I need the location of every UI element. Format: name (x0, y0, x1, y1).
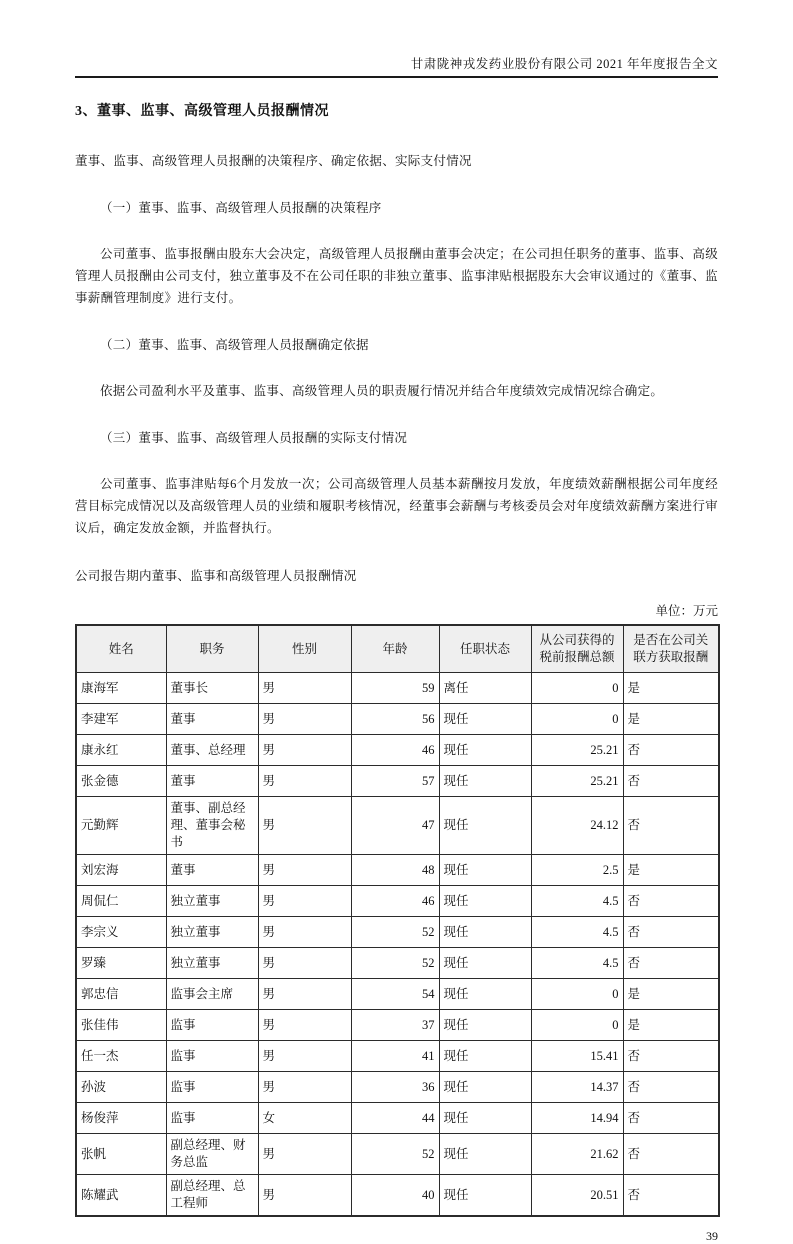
col-header-age: 年龄 (351, 625, 439, 673)
table-cell: 21.62 (531, 1134, 623, 1175)
table-cell: 现任 (439, 1010, 531, 1041)
table-cell: 监事 (166, 1041, 258, 1072)
table-cell: 否 (623, 886, 719, 917)
table-cell: 男 (258, 704, 351, 735)
table-cell: 副总经理、总工程师 (166, 1175, 258, 1217)
section-title: 3、董事、监事、高级管理人员报酬情况 (75, 104, 329, 119)
table-cell: 59 (351, 673, 439, 704)
table-cell: 独立董事 (166, 917, 258, 948)
table-cell: 是 (623, 979, 719, 1010)
table-cell: 男 (258, 1072, 351, 1103)
table-cell: 4.5 (531, 948, 623, 979)
page-number: 39 (706, 1229, 718, 1243)
table-row (76, 1072, 719, 1103)
table-cell: 2.5 (531, 855, 623, 886)
table-cell: 男 (258, 797, 351, 855)
table-cell: 董事长 (166, 673, 258, 704)
table-cell: 董事 (166, 704, 258, 735)
table-row (76, 1134, 719, 1175)
table-cell: 20.51 (531, 1175, 623, 1217)
table-row (76, 1103, 719, 1134)
table-row (76, 948, 719, 979)
table-cell: 0 (531, 1010, 623, 1041)
table-cell: 男 (258, 886, 351, 917)
table-cell: 0 (531, 673, 623, 704)
col-header-status: 任职状态 (439, 625, 531, 673)
unit-label: 单位：万元 (655, 604, 718, 618)
table-cell: 是 (623, 855, 719, 886)
table-header-row (76, 625, 719, 673)
table-cell: 现任 (439, 1103, 531, 1134)
table-cell: 14.37 (531, 1072, 623, 1103)
compensation-table (75, 624, 720, 1217)
table-cell: 46 (351, 886, 439, 917)
intro-line: 董事、监事、高级管理人员报酬的决策程序、确定依据、实际支付情况 (75, 154, 472, 168)
table-cell: 男 (258, 1175, 351, 1217)
table-cell: 任一杰 (76, 1041, 166, 1072)
table-cell: 15.41 (531, 1041, 623, 1072)
table-cell: 14.94 (531, 1103, 623, 1134)
table-cell: 现任 (439, 1041, 531, 1072)
table-cell: 离任 (439, 673, 531, 704)
table-row (76, 766, 719, 797)
table-row (76, 673, 719, 704)
table-cell: 41 (351, 1041, 439, 1072)
col-header-related-party: 是否在公司关联方获取报酬 (623, 625, 719, 673)
table-cell: 47 (351, 797, 439, 855)
table-cell: 是 (623, 1010, 719, 1041)
table-cell: 董事 (166, 766, 258, 797)
table-cell: 男 (258, 1134, 351, 1175)
table-cell: 现任 (439, 948, 531, 979)
table-cell: 否 (623, 797, 719, 855)
table-cell: 否 (623, 917, 719, 948)
table-cell: 康海军 (76, 673, 166, 704)
table-cell: 现任 (439, 797, 531, 855)
table-cell: 否 (623, 1072, 719, 1103)
table-row (76, 1010, 719, 1041)
table-cell: 4.5 (531, 917, 623, 948)
paragraph-actual-payment: 公司董事、监事津贴每6个月发放一次；公司高级管理人员基本薪酬按月发放，年度绩效薪酬根据公司年度经营目标完成情况以及高级管理人员的业绩和履职考核情况，经董事会薪酬与考核委员会对年度绩效薪酬方案进行审议后，确定发放金额，并监督执行。 (75, 477, 718, 535)
table-cell: 董事、总经理 (166, 735, 258, 766)
col-header-gender: 性别 (258, 625, 351, 673)
table-row (76, 797, 719, 855)
table-cell: 监事 (166, 1010, 258, 1041)
table-cell: 现任 (439, 917, 531, 948)
table-cell: 4.5 (531, 886, 623, 917)
table-row (76, 1175, 719, 1217)
table-caption: 公司报告期内董事、监事和高级管理人员报酬情况 (75, 569, 357, 583)
table-cell: 杨俊萍 (76, 1103, 166, 1134)
table-cell: 57 (351, 766, 439, 797)
table-cell: 罗臻 (76, 948, 166, 979)
table-cell: 否 (623, 735, 719, 766)
table-cell: 24.12 (531, 797, 623, 855)
table-cell: 张佳伟 (76, 1010, 166, 1041)
sub-heading-2: （二）董事、监事、高级管理人员报酬确定依据 (100, 338, 369, 352)
table-cell: 37 (351, 1010, 439, 1041)
table-cell: 现任 (439, 886, 531, 917)
table-cell: 郭忠信 (76, 979, 166, 1010)
table-cell: 是 (623, 704, 719, 735)
table-cell: 李建军 (76, 704, 166, 735)
table-cell: 李宗义 (76, 917, 166, 948)
table-cell: 董事 (166, 855, 258, 886)
table-cell: 康永红 (76, 735, 166, 766)
table-cell: 54 (351, 979, 439, 1010)
table-cell: 现任 (439, 704, 531, 735)
table-cell: 56 (351, 704, 439, 735)
table-cell: 否 (623, 1134, 719, 1175)
table-cell: 现任 (439, 1072, 531, 1103)
table-row (76, 855, 719, 886)
page-header: 甘肃陇神戎发药业股份有限公司 2021 年年度报告全文 (75, 54, 718, 78)
table-cell: 陈耀武 (76, 1175, 166, 1217)
table-cell: 张帆 (76, 1134, 166, 1175)
table-cell: 46 (351, 735, 439, 766)
table-row (76, 735, 719, 766)
table-cell: 现任 (439, 766, 531, 797)
table-cell: 监事会主席 (166, 979, 258, 1010)
table-cell: 男 (258, 855, 351, 886)
table-cell: 女 (258, 1103, 351, 1134)
table-cell: 副总经理、财务总监 (166, 1134, 258, 1175)
table-row (76, 886, 719, 917)
table-cell: 52 (351, 948, 439, 979)
table-row (76, 979, 719, 1010)
table-cell: 监事 (166, 1103, 258, 1134)
table-cell: 监事 (166, 1072, 258, 1103)
table-cell: 独立董事 (166, 948, 258, 979)
table-cell: 男 (258, 1041, 351, 1072)
table-row (76, 917, 719, 948)
table-cell: 48 (351, 855, 439, 886)
table-cell: 现任 (439, 735, 531, 766)
table-cell: 0 (531, 979, 623, 1010)
table-cell: 现任 (439, 855, 531, 886)
table-cell: 现任 (439, 1175, 531, 1217)
table-cell: 否 (623, 948, 719, 979)
table-cell: 52 (351, 1134, 439, 1175)
table-cell: 否 (623, 1103, 719, 1134)
table-cell: 周侃仁 (76, 886, 166, 917)
sub-heading-3: （三）董事、监事、高级管理人员报酬的实际支付情况 (100, 431, 408, 445)
table-cell: 孙波 (76, 1072, 166, 1103)
table-cell: 男 (258, 735, 351, 766)
table-cell: 否 (623, 1175, 719, 1217)
sub-heading-1: （一）董事、监事、高级管理人员报酬的决策程序 (100, 201, 382, 215)
table-cell: 25.21 (531, 735, 623, 766)
table-row (76, 1041, 719, 1072)
table-cell: 52 (351, 917, 439, 948)
paragraph-decision-procedure: 公司董事、监事报酬由股东大会决定，高级管理人员报酬由董事会决定；在公司担任职务的董事、监事、高级管理人员报酬由公司支付，独立董事及不在公司任职的非独立董事、监事津贴根据股东大会审议通过的《董事、监事薪酬管理制度》进行支付。 (75, 247, 718, 305)
table-cell: 否 (623, 766, 719, 797)
table-cell: 男 (258, 673, 351, 704)
table-cell: 36 (351, 1072, 439, 1103)
table-row (76, 704, 719, 735)
col-header-position: 职务 (166, 625, 258, 673)
table-cell: 40 (351, 1175, 439, 1217)
table-cell: 男 (258, 979, 351, 1010)
table-cell: 刘宏海 (76, 855, 166, 886)
col-header-name: 姓名 (76, 625, 166, 673)
table-cell: 元勤辉 (76, 797, 166, 855)
table-cell: 现任 (439, 1134, 531, 1175)
table-cell: 董事、副总经理、董事会秘书 (166, 797, 258, 855)
table-cell: 男 (258, 917, 351, 948)
table-cell: 男 (258, 1010, 351, 1041)
table-cell: 否 (623, 1041, 719, 1072)
table-cell: 张金德 (76, 766, 166, 797)
col-header-pretax-pay: 从公司获得的税前报酬总额 (531, 625, 623, 673)
table-cell: 现任 (439, 979, 531, 1010)
table-cell: 25.21 (531, 766, 623, 797)
compensation-table-body (76, 673, 719, 1217)
table-cell: 是 (623, 673, 719, 704)
paragraph-determination-basis: 依据公司盈利水平及董事、监事、高级管理人员的职责履行情况并结合年度绩效完成情况综合确定。 (100, 384, 664, 398)
table-cell: 0 (531, 704, 623, 735)
table-cell: 44 (351, 1103, 439, 1134)
table-cell: 男 (258, 766, 351, 797)
table-cell: 男 (258, 948, 351, 979)
table-cell: 独立董事 (166, 886, 258, 917)
